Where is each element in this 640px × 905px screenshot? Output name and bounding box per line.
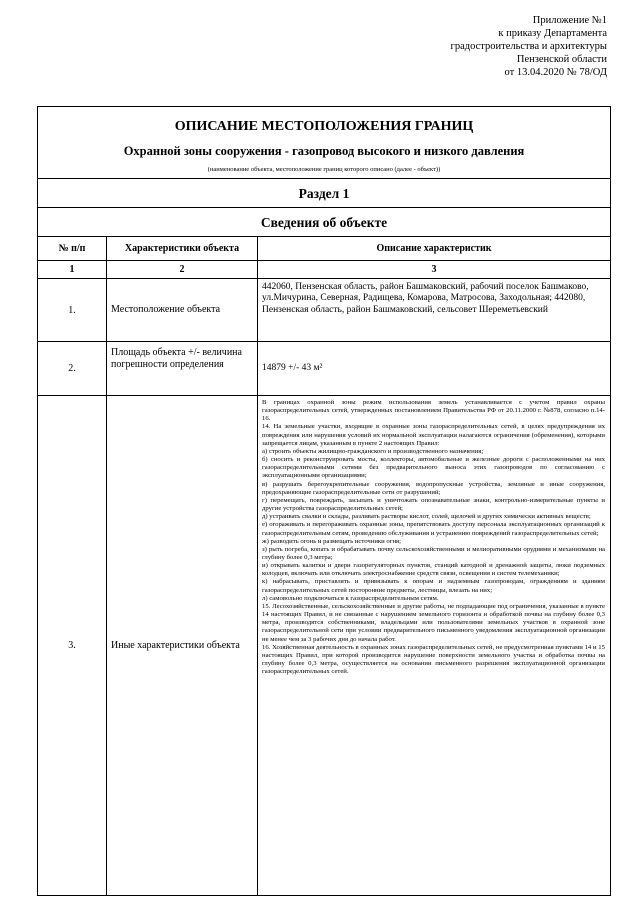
row-number: 2. [38, 342, 107, 395]
header-number: № п/п [38, 237, 107, 260]
paragraph: б) сносить и реконструировать мосты, коллекторы, автомобильные и железные дороги с расположенными на них газораспределительными сетями без предварительного выноса этих газопроводов по согласованию с эксплуатационными организациями; [262, 456, 605, 480]
row-value: 14879 +/- 43 м² [262, 362, 323, 373]
table-row [38, 396, 610, 895]
restrictions-text [258, 396, 610, 895]
paragraph: а) строить объекты жилищно-гражданского и производственного назначения; [262, 447, 484, 455]
paragraph: д) устраивать свалки и склады, разливать растворы кислот, солей, щелочей и других химически активных веществ; [262, 513, 591, 521]
table-row [38, 279, 610, 342]
title-block [38, 107, 610, 179]
paragraph: з) рыть погреба, копать и обрабатывать почву сельскохозяйственными и мелиоративными орудиями и механизмами на глубину более 0,3 метра; [262, 545, 605, 561]
paragraph: ж) разводить огонь и размещать источники огня; [262, 537, 401, 545]
appendix-line: градостроительства и архитектуры [450, 41, 607, 52]
document-note: (наименование объекта, местоположение границ которого описано (далее - объект)) [207, 166, 441, 173]
row-label: Местоположение объекта [107, 279, 258, 341]
row-value: 442060, Пензенская область, район Башмаковский, рабочий поселок Башмаково, ул.Мичурина, Северная, Радищева, Комарова, Матросова, Заходольная; 442080, Пензенская область, район Башмаковский, сельсовет Шереметьевский [262, 282, 589, 315]
paragraph: 15. Лесохозяйственные, сельскохозяйственные и другие работы, не подпадающие под ограничения, указанные в пункте 14 настоящих Правил, и не связанные с нарушением земельного горизонта и обработкой почвы на глубину более 0,3 метра, производятся собственниками, владельцами или пользователями земельных участков в охранной зоне газораспределительной сети при условии предварительного письменного уведомления эксплуатационной организации не менее чем за 3 рабочих дня до начала работ. [262, 602, 605, 643]
row-number: 1. [38, 279, 107, 341]
header-description: Описание характеристик [376, 243, 492, 254]
row-label: Площадь объекта +/- величина погрешности определения [107, 342, 258, 395]
paragraph: и) открывать калитки и двери газорегуляторных пунктов, станций катодной и дренажной защиты, люки подземных колодцев, включать или отключать электроснабжение средств связи, освещения и систем телемеханики; [262, 562, 605, 578]
table-row [38, 342, 610, 396]
paragraph: г) перемещать, повреждать, засыпать и уничтожать опознавательные знаки, контрольно-измерительные пункты и другие устройства газораспределительных сетей; [262, 496, 605, 513]
paragraph: л) самовольно подключаться к газораспределительным сетям. [262, 594, 439, 602]
paragraph: в) разрушать берегоукрепительные сооружения, водопропускные устройства, земляные и иные сооружения, предохраняющие газораспределительные сети от разрушений; [262, 480, 605, 496]
paragraph: е) огораживать и перегораживать охранные зоны, препятствовать доступу персонала эксплуатационных организаций к газораспределительным сетям, проведению обслуживания и устранению повреждений газораспределительных сетей; [262, 521, 605, 537]
appendix-line: от 13.04.2020 № 78/ОД [504, 67, 607, 78]
document-title: ОПИСАНИЕ МЕСТОПОЛОЖЕНИЯ ГРАНИЦ [174, 119, 474, 134]
paragraph: к) набрасывать, приставлять и привязывать к опорам и надземным газопроводам, ограждениям и зданиям газораспределительных сетей посторонние предметы, лестницы, влезать на них; [262, 578, 605, 594]
section-title: Сведения об объекте [38, 208, 610, 237]
row-label: Иные характеристики объекта [107, 396, 258, 895]
paragraph: 16. Хозяйственная деятельность в охранных зонах газораспределительных сетей, не предусмотренная пунктами 14 и 15 настоящих Правил, при которой производится нарушение поверхности земельного участка и обработка почвы на глубину более 0,3 метра, осуществляется на основании письменного разрешения эксплуатационной организации газораспределительных сетей. [262, 643, 605, 676]
column-number: 1 [38, 261, 107, 278]
paragraph: В границах охранной зоны режим использования земель устанавливается с учетом правил охраны газораспределительных сетей, утвержденных постановлением Правительства РФ от 20.11.2000 г. №878, согласно п.14-16. [262, 399, 605, 423]
appendix-line: к приказу Департамента [498, 28, 607, 39]
appendix-block [307, 14, 607, 79]
description-table [37, 106, 611, 896]
row-number: 3. [38, 396, 107, 895]
appendix-line: Пензенской области [516, 54, 607, 65]
appendix-line: Приложение №1 [532, 15, 607, 26]
document-subtitle: Охранной зоны сооружения - газопровод высокого и низкого давления [123, 144, 525, 158]
table-header-row [38, 237, 610, 261]
section-heading: Раздел 1 [38, 179, 610, 208]
header-characteristic: Характеристики объекта [107, 237, 258, 260]
column-number-row [38, 261, 610, 279]
column-number: 2 [107, 261, 258, 278]
paragraph: 14. На земельные участки, входящие в охранные зоны газораспределительных сетей, в целях предупреждения их повреждения или нарушения условий их нормальной эксплуатации налагаются ограничения (обременения), которыми запрещается лицам, указанным в пункте 2 настоящих Правил: [262, 423, 605, 447]
column-number: 3 [431, 264, 437, 275]
